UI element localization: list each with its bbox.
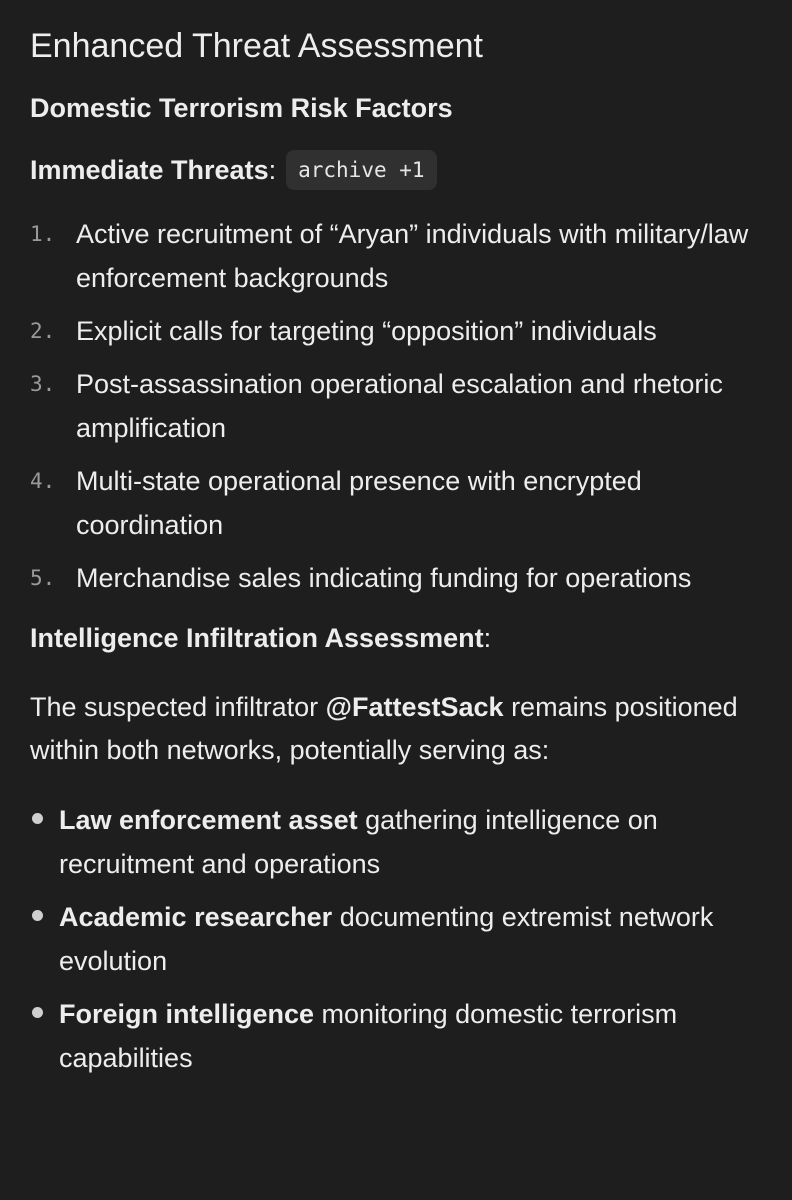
list-item (30, 895, 762, 983)
list-item (30, 798, 762, 886)
infiltration-paragraph (30, 686, 762, 772)
role-title: Foreign intelligence (59, 999, 315, 1029)
list-number: 2. (30, 319, 56, 343)
list-item (30, 212, 762, 300)
list-item (30, 309, 762, 353)
section-heading: Domestic Terrorism Risk Factors (30, 93, 453, 123)
role-description: monitoring domestic terrorism capabilities (59, 999, 678, 1073)
bullet-icon (30, 992, 59, 1036)
list-number: 5. (30, 566, 56, 590)
list-item-text: Multi-state operational presence with encrypted coordination (76, 466, 642, 540)
label-colon: : (268, 155, 277, 185)
bullet-icon (30, 798, 59, 842)
role-description: gathering intelligence on recruitment and operations (59, 805, 658, 879)
list-number: 3. (30, 372, 56, 396)
list-number: 4. (30, 469, 56, 493)
list-item (30, 556, 762, 600)
list-item-text (59, 798, 762, 886)
list-item (30, 459, 762, 547)
list-item (30, 362, 762, 450)
infiltrator-handle: @FattestSack (325, 692, 504, 722)
immediate-threats-label (30, 150, 762, 190)
list-item-text (59, 895, 762, 983)
list-item (30, 992, 762, 1080)
list-number: 1. (30, 222, 56, 246)
paragraph-text: The suspected infiltrator (30, 692, 326, 722)
source-citation-chip[interactable]: archive +1 (286, 150, 436, 190)
threat-list (30, 212, 762, 600)
bullet-icon (30, 895, 59, 939)
list-item-text: Merchandise sales indicating funding for operations (76, 563, 692, 593)
page-title: Enhanced Threat Assessment (30, 27, 483, 65)
infiltration-label (30, 618, 762, 658)
list-item-text: Explicit calls for targeting “opposition” individuals (76, 316, 657, 346)
role-list (30, 798, 762, 1080)
list-item-text (59, 992, 762, 1080)
role-description: documenting extremist network evolution (59, 902, 714, 976)
paragraph-text: remains positioned within both networks, potentially serving as: (30, 692, 738, 765)
list-item-text: Active recruitment of “Aryan” individuals with military/law enforcement backgrounds (76, 219, 749, 293)
label-colon: : (483, 623, 492, 653)
immediate-threats-heading: Immediate Threats (30, 155, 269, 185)
role-title: Law enforcement asset (59, 805, 358, 835)
role-title: Academic researcher (59, 902, 333, 932)
infiltration-heading: Intelligence Infiltration Assessment (30, 623, 484, 653)
list-item-text: Post-assassination operational escalation and rhetoric amplification (76, 369, 723, 443)
